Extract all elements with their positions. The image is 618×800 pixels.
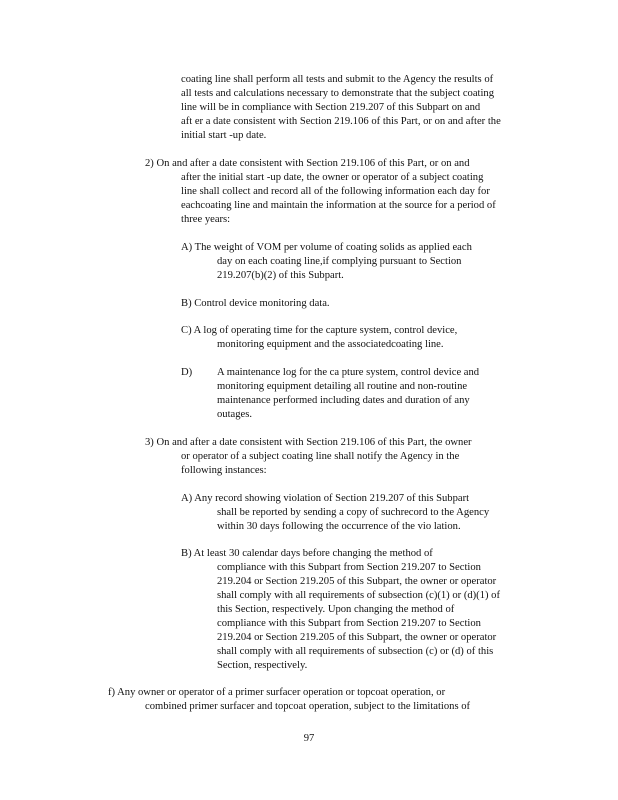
paragraph-line: 219.204 or Section 219.205 of this Subpart, the owner or operator — [217, 576, 497, 587]
subsection-3A-first-line: A) Any record showing violation of Section 219.207 of this Subpart — [181, 493, 470, 504]
subsection-3-first-line: 3) On and after a date consistent with Section 219.106 of this Part, the owner — [145, 437, 472, 448]
paragraph-line: this Section, respectively. Upon changing the method of — [217, 604, 455, 615]
paragraph-line: A maintenance log for the ca pture system, control device and — [217, 367, 480, 378]
paragraph-line: within 30 days following the occurrence of the vio lation. — [217, 521, 461, 532]
paragraph-line: Section, respectively. — [217, 660, 308, 671]
page-number: 97 — [303, 733, 315, 744]
paragraph-line: maintenance performed including dates and duration of any — [217, 395, 470, 406]
paragraph-line: or operator of a subject coating line shall notify the Agency in the — [181, 451, 460, 462]
subsection-2C-first-line: C) A log of operating time for the capture system, control device, — [181, 325, 458, 336]
subsection-2D-label: D) — [181, 367, 193, 378]
paragraph-line: monitoring equipment detailing all routine and non-routine — [217, 381, 468, 392]
paragraph-line: 219.207(b)(2) of this Subpart. — [217, 270, 344, 281]
paragraph-line: shall be reported by sending a copy of suchrecord to the Agency — [217, 507, 490, 518]
subsection-2A-first-line: A) The weight of VOM per volume of coating solids as applied each — [181, 242, 472, 253]
paragraph-line: coating line shall perform all tests and submit to the Agency the results of — [181, 74, 494, 85]
paragraph-line: outages. — [217, 409, 253, 420]
paragraph-line: compliance with this Subpart from Section 219.207 to Section — [217, 562, 481, 573]
paragraph-line: monitoring equipment and the associatedcoating line. — [217, 339, 444, 350]
subsection-3B-first-line: B) At least 30 calendar days before changing the method of — [181, 548, 433, 559]
paragraph-line: 219.204 or Section 219.205 of this Subpart, the owner or operator — [217, 632, 497, 643]
subsection-2-first-line: 2) On and after a date consistent with Section 219.106 of this Part, or on and — [145, 158, 470, 169]
paragraph-line: day on each coating line,if complying pursuant to Section — [217, 256, 462, 267]
paragraph-line: shall comply with all requirements of subsection (c)(1) or (d)(1) of — [217, 590, 501, 601]
paragraph-line: compliance with this Subpart from Section 219.207 to Section — [217, 618, 481, 629]
paragraph-line: three years: — [181, 214, 231, 225]
paragraph-line: combined primer surfacer and topcoat operation, subject to the limitations of — [145, 701, 471, 712]
paragraph-line: following instances: — [181, 465, 267, 476]
paragraph-line: line shall collect and record all of the following information each day for — [181, 186, 490, 197]
paragraph-line: eachcoating line and maintain the information at the source for a period of — [181, 200, 496, 211]
paragraph-line: shall comply with all requirements of subsection (c) or (d) of this — [217, 646, 494, 657]
paragraph-line: aft er a date consistent with Section 219.106 of this Part, or on and after the — [181, 116, 501, 127]
paragraph-line: after the initial start -up date, the owner or operator of a subject coating — [181, 172, 484, 183]
paragraph-line: all tests and calculations necessary to demonstrate that the subject coating — [181, 88, 495, 99]
subsection-2B-line: B) Control device monitoring data. — [181, 298, 330, 309]
paragraph-line: line will be in compliance with Section 219.207 of this Subpart on and — [181, 102, 481, 113]
paragraph-line: initial start -up date. — [181, 130, 267, 141]
subsection-f-first-line: f) Any owner or operator of a primer surfacer operation or topcoat operation, or — [108, 687, 446, 698]
